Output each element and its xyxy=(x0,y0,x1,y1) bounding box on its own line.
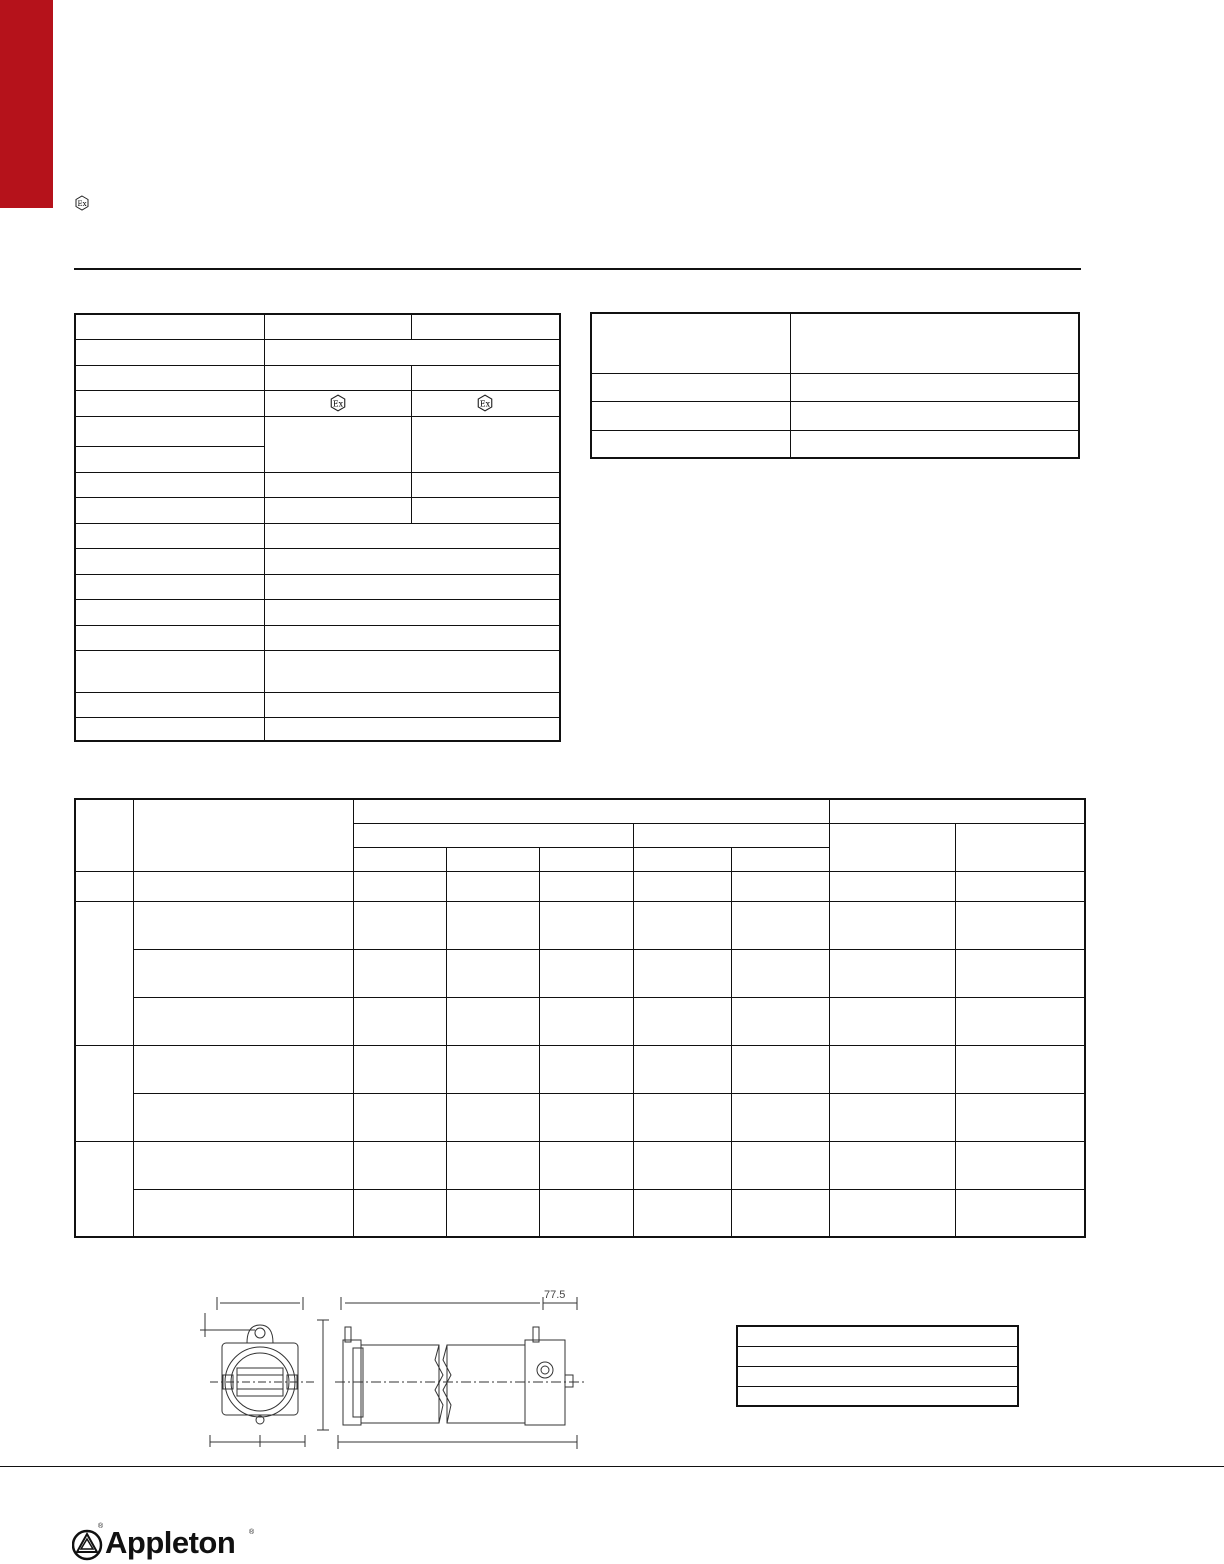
table-row xyxy=(75,339,560,365)
table-row xyxy=(75,548,560,574)
table-row xyxy=(75,574,560,599)
table-row xyxy=(737,1326,1018,1346)
registered-mark: ® xyxy=(249,1529,255,1536)
fixture-dimension-drawing xyxy=(195,1285,590,1455)
brand-name: Appleton xyxy=(105,1525,236,1560)
table-row xyxy=(75,901,1085,949)
table-row xyxy=(75,523,560,548)
svg-text:Ex: Ex xyxy=(77,200,87,208)
svg-text:Ex: Ex xyxy=(332,399,343,409)
table-header-row xyxy=(75,799,1085,823)
table-row xyxy=(75,871,1085,901)
table-row xyxy=(75,1045,1085,1093)
section-color-tab xyxy=(0,0,53,208)
table-row xyxy=(737,1346,1018,1366)
table-row xyxy=(75,650,560,692)
table-row xyxy=(75,390,560,416)
table-row xyxy=(591,313,1079,373)
appleton-triangle-logo-icon xyxy=(72,1524,104,1564)
table-row xyxy=(75,997,1085,1045)
table-row xyxy=(75,599,560,625)
dimension-legend-table xyxy=(736,1325,1019,1407)
registered-mark: ® xyxy=(98,1523,104,1530)
ex-hexagon-icon xyxy=(74,195,90,211)
table-row xyxy=(737,1366,1018,1386)
header-rule xyxy=(74,268,1081,270)
selection-table xyxy=(74,798,1086,1238)
certification-table xyxy=(590,312,1080,459)
table-row xyxy=(591,430,1079,458)
table-row xyxy=(75,692,560,717)
table-row xyxy=(75,365,560,390)
table-row xyxy=(75,1093,1085,1141)
table-row xyxy=(75,314,560,339)
footer-rule xyxy=(0,1466,1224,1467)
ex-hexagon-icon xyxy=(329,394,347,412)
specification-table xyxy=(74,313,561,742)
table-row xyxy=(75,625,560,650)
ex-hexagon-icon xyxy=(476,394,494,412)
table-row xyxy=(75,1141,1085,1189)
table-row xyxy=(75,1189,1085,1237)
table-row xyxy=(75,472,560,497)
table-row xyxy=(591,401,1079,430)
table-row xyxy=(75,949,1085,997)
table-row xyxy=(75,416,560,446)
table-row xyxy=(75,717,560,741)
table-row xyxy=(75,497,560,523)
table-row xyxy=(591,373,1079,401)
table-row xyxy=(737,1386,1018,1406)
dimension-label: 77.5 xyxy=(544,1289,566,1301)
svg-text:Ex: Ex xyxy=(480,399,491,409)
